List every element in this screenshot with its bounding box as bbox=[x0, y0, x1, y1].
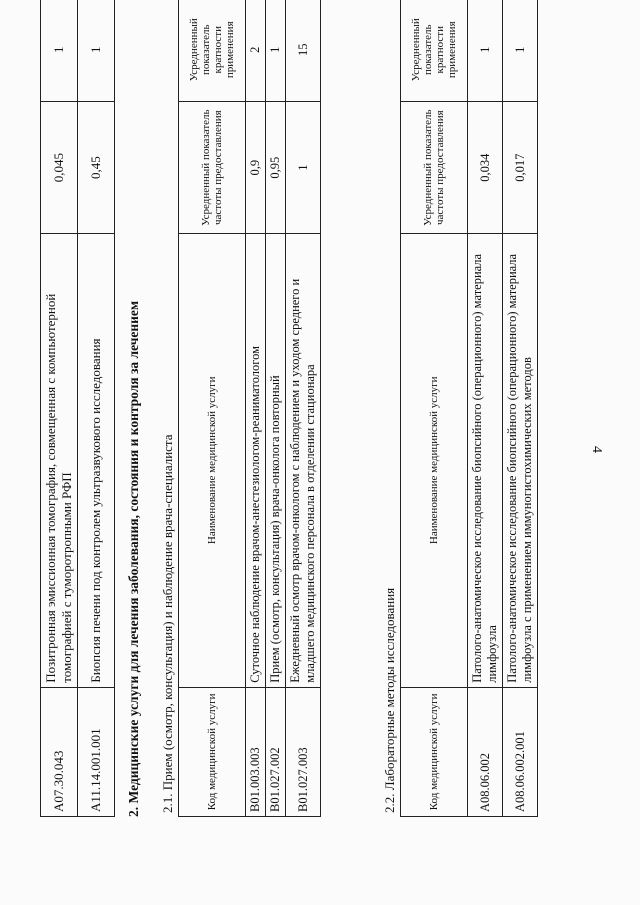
cell-multiplicity: 1 bbox=[78, 0, 115, 102]
cell-code: A11.14.001.001 bbox=[78, 687, 115, 816]
cell-frequency: 0,45 bbox=[78, 102, 115, 233]
cell-name: Патолого-анатомическое исследование биопсийного (операционного) материала лимфоузла с применением иммуногистохимических методов bbox=[503, 233, 538, 687]
subsection-title-2-2: 2.2. Лабораторные методы исследования bbox=[382, 587, 397, 813]
cell-frequency: 1 bbox=[286, 102, 321, 233]
cell-code: A07.30.043 bbox=[41, 687, 78, 816]
cell-multiplicity: 1 bbox=[41, 0, 78, 102]
cell-name: Патолого-анатомическое исследование биопсийного (операционного) материала лимфоузла bbox=[468, 233, 503, 687]
subsection-title-2-1: 2.1. Прием (осмотр, консультация) и наблюдение врача-специалиста bbox=[160, 434, 175, 813]
table-row bbox=[78, 0, 115, 817]
page-number: 4 bbox=[589, 446, 604, 453]
section-heading: 2. Медицинские услуги для лечения заболевания, состояния и контроля за лечением bbox=[126, 300, 141, 817]
header-name: Наименование медицинской услуги bbox=[179, 233, 246, 687]
cell-frequency: 0,95 bbox=[266, 102, 286, 233]
cell-name: Суточное наблюдение врачом-анестезиологом-реаниматологом bbox=[246, 233, 266, 687]
cell-name: Ежедневный осмотр врачом-онкологом с наблюдением и уходом среднего и младшего медицинского персонала в отделении стационара bbox=[286, 233, 321, 687]
cell-code: A08.06.002 bbox=[468, 687, 503, 816]
header-code: Код медицинской услуги bbox=[179, 687, 246, 816]
cell-multiplicity: 2 bbox=[246, 0, 266, 102]
cell-name: Позитронная эмиссионная томография, совмещенная с компьютерной томографией с туморотропными РФП bbox=[41, 233, 78, 687]
header-multiplicity: Усредненный показатель кратности применения bbox=[401, 0, 468, 102]
table-lab-methods bbox=[400, 0, 538, 817]
header-name: Наименование медицинской услуги bbox=[401, 233, 468, 687]
cell-multiplicity: 1 bbox=[468, 0, 503, 102]
cell-multiplicity: 15 bbox=[286, 0, 321, 102]
cell-frequency: 0,9 bbox=[246, 102, 266, 233]
header-frequency: Усредненный показатель частоты предоставления bbox=[401, 102, 468, 233]
cell-frequency: 0,017 bbox=[503, 102, 538, 233]
table-row bbox=[246, 0, 266, 817]
table-row bbox=[266, 0, 286, 817]
header-code: Код медицинской услуги bbox=[401, 687, 468, 816]
cell-code: B01.027.002 bbox=[266, 687, 286, 816]
cell-code: A08.06.002.001 bbox=[503, 687, 538, 816]
cell-code: B01.003.003 bbox=[246, 687, 266, 816]
table-row bbox=[468, 0, 503, 817]
table-row bbox=[286, 0, 321, 817]
cell-name: Прием (осмотр, консультация) врача-онколога повторный bbox=[266, 233, 286, 687]
table-specialist-visits bbox=[178, 0, 321, 817]
table-diagnostics-continued bbox=[40, 0, 115, 817]
header-frequency: Усредненный показатель частоты предоставления bbox=[179, 102, 246, 233]
cell-multiplicity: 1 bbox=[266, 0, 286, 102]
cell-name: Биопсия печени под контролем ультразвукового исследования bbox=[78, 233, 115, 687]
table-header-row bbox=[401, 0, 468, 817]
table-row bbox=[503, 0, 538, 817]
table-row bbox=[41, 0, 78, 817]
table-header-row bbox=[179, 0, 246, 817]
cell-code: B01.027.003 bbox=[286, 687, 321, 816]
cell-frequency: 0,045 bbox=[41, 102, 78, 233]
cell-frequency: 0,034 bbox=[468, 102, 503, 233]
cell-multiplicity: 1 bbox=[503, 0, 538, 102]
header-multiplicity: Усредненный показатель кратности применения bbox=[179, 0, 246, 102]
